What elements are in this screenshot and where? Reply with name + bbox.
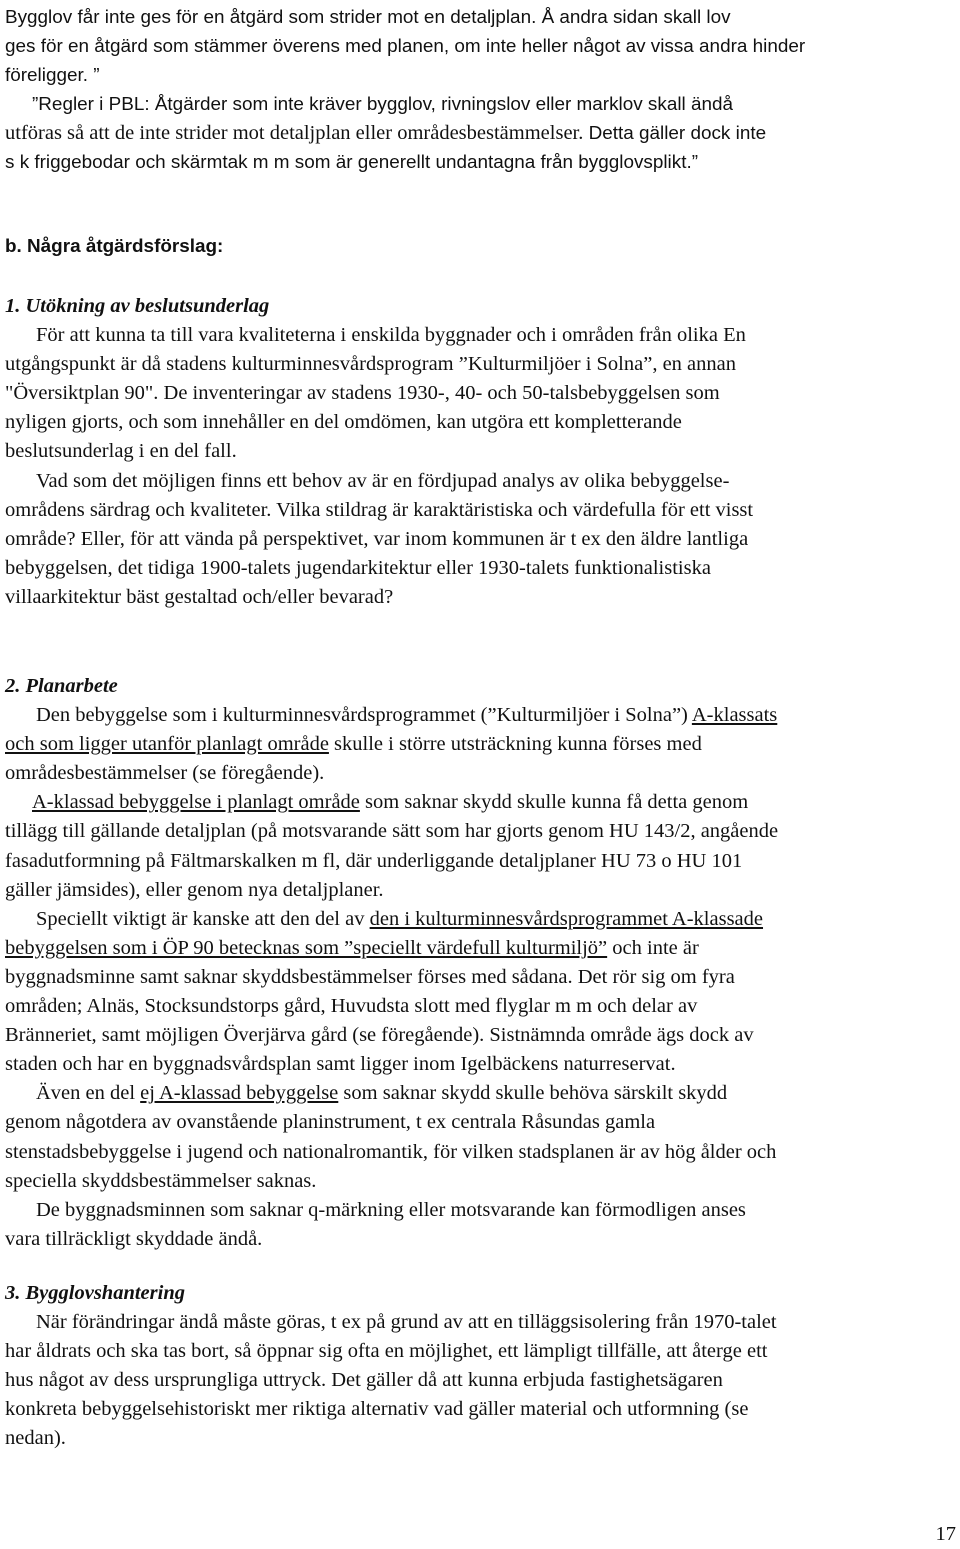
text-line: områden; Alnäs, Stocksundstorps gård, Huvudsta slott med flyglar m m och delar av xyxy=(5,995,698,1018)
underlined-span: A-klassad bebyggelse i planlagt område xyxy=(32,791,360,814)
text-span: område? xyxy=(5,527,76,550)
text-span: hus något av dess ursprungliga uttryck. xyxy=(5,1369,327,1392)
text-line: De byggnadsminnen som saknar q-märkning eller motsvarande kan förmodligen anses xyxy=(36,1198,746,1221)
text-line xyxy=(5,701,778,730)
text-line xyxy=(5,934,778,963)
text-line: ”Regler i PBL: Åtgärder som inte kräver bygglov, rivningslov eller marklov skall ändå xyxy=(32,94,733,115)
text-line: fasadutformning på Fältmarskalken m fl, där underliggande detaljplaner HU 73 o HU 101 xyxy=(5,849,743,872)
text-line xyxy=(5,1021,778,1050)
text-line xyxy=(5,379,753,408)
underlined-span: A-klassats xyxy=(691,704,778,727)
text-line: stenstadsbebyggelse i jugend och nationalromantik, för vilken stadsplanen är av hög ålder och xyxy=(5,1140,777,1163)
text-line: tillägg till gällande detaljplan (på motsvarande sätt som har gjorts genom HU 143/2, angående xyxy=(5,820,779,843)
text-line: gäller jämsides), eller genom nya detaljplaner. xyxy=(5,878,384,901)
section-title: 1. Utökning av beslutsunderlag xyxy=(5,295,270,317)
text-line: s k friggebodar och skärmtak m m som är generellt undantagna från bygglovsplikt.” xyxy=(5,152,698,174)
text-span: byggnadsminne samt saknar skyddsbestämmelser förses med sådana. xyxy=(5,965,573,988)
text-span: som saknar skydd skulle kunna få detta genom xyxy=(359,791,749,814)
text-line xyxy=(5,963,778,992)
text-line: speciella skyddsbestämmelser saknas. xyxy=(5,1169,317,1192)
text-line: Bygglov får inte ges för en åtgärd som strider mot en detaljplan. Å andra sidan skall lov xyxy=(5,7,731,28)
text-span: utföras så att de inte strider mot detaljplan eller områdesbestämmelser. xyxy=(5,122,584,144)
text-line: nyligen gjorts, och som innehåller en del omdömen, kan utgöra ett kompletterande xyxy=(5,411,682,434)
text-span: Även en del xyxy=(36,1082,141,1105)
text-line xyxy=(5,905,778,934)
text-line: utgångspunkt är då stadens kulturminnesvårdsprogram ”Kulturmiljöer i Solna”, en annan xyxy=(5,353,736,376)
text-line xyxy=(5,1366,777,1395)
section-heading: b. Några åtgärdsförslag: xyxy=(5,236,224,257)
text-line: ges för en åtgärd som stämmer överens med planen, om inte heller något av vissa andra hinder xyxy=(5,36,806,57)
text-line: När förändringar ändå måste göras, t ex på grund av att en tilläggsisolering från 1970-talet xyxy=(36,1311,777,1334)
text-line: nedan). xyxy=(5,1427,66,1450)
text-line: har åldrats och ska tas bort, så öppnar sig ofta en möjlighet, ett lämpligt tillfälle, att återge ett xyxy=(5,1340,768,1363)
section-title: 3. Bygglovshantering xyxy=(5,1282,185,1304)
text-line: beslutsunderlag i en del fall. xyxy=(5,440,237,463)
text-line xyxy=(5,496,753,525)
text-span: skulle i större utsträckning kunna förses med xyxy=(328,733,702,756)
text-span: områdens särdrag och kvaliteter. xyxy=(5,498,272,521)
section-title: 2. Planarbete xyxy=(5,675,118,697)
section-3 xyxy=(5,1279,777,1454)
intro-quote xyxy=(5,3,805,177)
text-span: Vilka stildrag är karaktäristiska och värdefulla för ett visst xyxy=(271,498,754,521)
text-span: Eller, för att vända på perspektivet, var inom kommunen är t ex den äldre lantliga xyxy=(75,527,749,550)
section-2 xyxy=(5,672,778,1254)
text-span: De inventeringar av stadens 1930-, 40- och 50-talsbebyggelsen som xyxy=(158,382,720,405)
text-span: Sistnämnda område ägs dock av xyxy=(484,1024,754,1047)
text-span: Detta gäller dock inte xyxy=(588,123,767,144)
text-line: genom någotdera av ovanstående planinstrument, t ex centrala Råsundas gamla xyxy=(5,1111,656,1134)
text-span: Det rör sig om fyra xyxy=(572,965,735,988)
text-line: För att kunna ta till vara kvaliteterna i enskilda byggnader och i områden från olika En xyxy=(36,324,746,347)
text-line: bebyggelsen, det tidiga 1900-talets jugendarkitektur eller 1930-talets funktionalistiska xyxy=(5,556,711,579)
text-line: villaarkitektur bäst gestaltad och/eller bevarad? xyxy=(5,585,394,608)
text-span: En xyxy=(717,324,746,347)
text-line: föreligger. ” xyxy=(5,65,100,86)
text-line xyxy=(5,119,805,148)
text-span: Bränneriet, samt möjligen Överjärva gård (se föregående). xyxy=(5,1024,485,1047)
text-line xyxy=(5,525,753,554)
text-line: vara tillräckligt skyddade ändå. xyxy=(5,1227,263,1250)
text-line: områdesbestämmelser (se föregående). xyxy=(5,762,325,785)
page-number: 17 xyxy=(935,1523,956,1545)
text-span: Det gäller då att kunna erbjuda fastighetsägaren xyxy=(326,1369,723,1392)
underlined-span: och som ligger utanför planlagt område xyxy=(5,733,329,756)
underlined-span: den i kulturminnesvårdsprogrammet A-klassade xyxy=(369,907,764,930)
text-line xyxy=(5,1079,778,1108)
section-1 xyxy=(5,292,753,612)
text-span: Speciellt viktigt är kanske att den del av xyxy=(36,907,370,930)
underlined-span: ej A-klassad bebyggelse xyxy=(140,1082,339,1105)
text-line xyxy=(5,788,778,817)
text-span: som saknar skydd skulle behöva särskilt skydd xyxy=(338,1082,728,1105)
text-span: Den bebyggelse som i kulturminnesvårdsprogrammet (”Kulturmiljöer i Solna”) xyxy=(36,704,692,727)
text-line: Vad som det möjligen finns ett behov av är en fördjupad analys av olika bebyggelse- xyxy=(36,469,730,492)
text-span: och inte är xyxy=(607,936,699,959)
text-line: konkreta bebyggelsehistoriskt mer riktiga alternativ vad gäller material och utformning (se xyxy=(5,1398,749,1421)
underlined-span: bebyggelsen som i ÖP 90 betecknas som ”speciellt värdefull kulturmiljö” xyxy=(5,936,608,959)
text-line xyxy=(5,730,778,759)
text-line: staden och har en byggnadsvårdsplan samt ligger inom Igelbäckens naturreservat. xyxy=(5,1053,676,1076)
text-span: "Översiktplan 90". xyxy=(5,382,159,405)
